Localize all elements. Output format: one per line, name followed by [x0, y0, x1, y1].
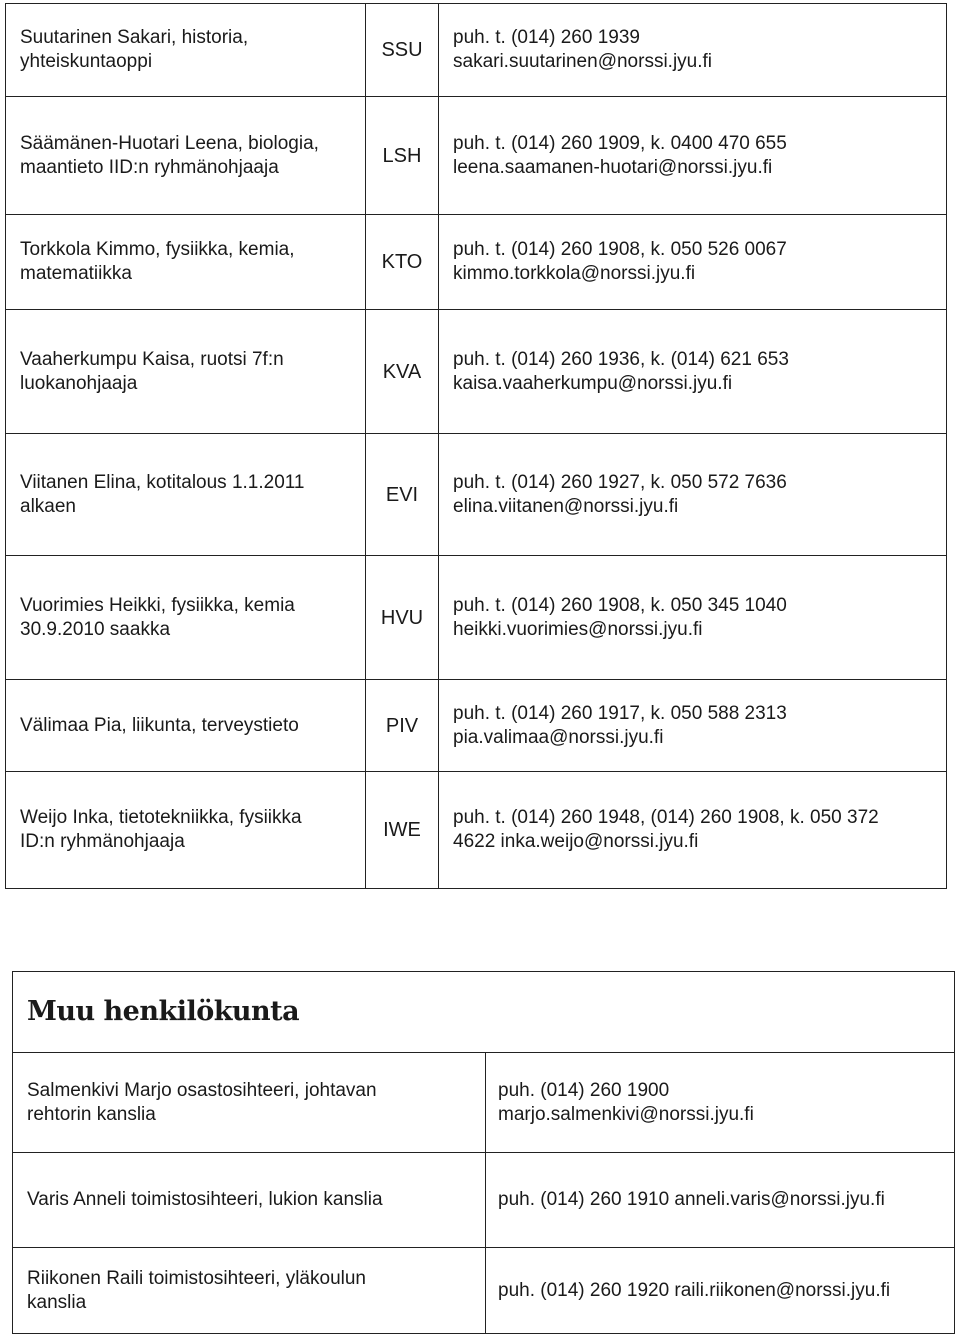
staff-name-line: Viitanen Elina, kotitalous 1.1.2011: [20, 471, 305, 493]
staff-phone: puh. t. (014) 260 1909, k. 0400 470 655: [453, 132, 787, 154]
other-name-line: Varis Anneli toimistosihteeri, lukion kanslia: [27, 1189, 383, 1210]
staff-code: SSU: [366, 4, 439, 97]
staff-email: heikki.vuorimies@norssi.jyu.fi: [453, 618, 703, 640]
staff-phone: puh. t. (014) 260 1939: [453, 27, 640, 48]
staff-phone: puh. t. (014) 260 1948, (014) 260 1908, k. 050 372: [453, 807, 879, 828]
other-contact-cell: [486, 1053, 955, 1153]
table-row: [13, 1053, 955, 1153]
staff-phone: puh. t. (014) 260 1908, k. 050 526 0067: [453, 239, 787, 260]
other-name-line: rehtorin kanslia: [27, 1103, 156, 1125]
staff-email: kimmo.torkkola@norssi.jyu.fi: [453, 263, 696, 284]
other-staff-table: [12, 971, 955, 1334]
other-contact-line: puh. (014) 260 1920 raili.riikonen@norssi.jyu.fi: [498, 1279, 891, 1301]
staff-code: IWE: [366, 772, 439, 889]
staff-name-line: luokanohjaaja: [20, 372, 138, 394]
staff-email: kaisa.vaaherkumpu@norssi.jyu.fi: [453, 372, 733, 394]
staff-code: EVI: [366, 434, 439, 556]
staff-name-line: yhteiskuntaoppi: [20, 51, 153, 72]
staff-code: KTO: [366, 215, 439, 310]
staff-email: sakari.suutarinen@norssi.jyu.fi: [453, 51, 713, 72]
table-row: [13, 1153, 955, 1248]
table-row: [6, 434, 947, 556]
staff-name-line: Säämänen-Huotari Leena, biologia,: [20, 132, 319, 154]
staff-contact-cell: [439, 310, 947, 434]
staff-name-line: maantieto IID:n ryhmänohjaaja: [20, 156, 279, 178]
staff-name-line: Vuorimies Heikki, fysiikka, kemia: [20, 594, 295, 616]
other-name-cell: [13, 1248, 486, 1334]
table-row: [6, 772, 947, 889]
staff-name-line: Vaaherkumpu Kaisa, ruotsi 7f:n: [20, 348, 284, 370]
staff-code: KVA: [366, 310, 439, 434]
other-contact-cell: [486, 1248, 955, 1334]
other-email: marjo.salmenkivi@norssi.jyu.fi: [498, 1103, 754, 1125]
staff-name-cell: [6, 215, 366, 310]
table-row: [13, 1248, 955, 1334]
staff-contact-cell: [439, 556, 947, 680]
other-name-cell: [13, 1053, 486, 1153]
table-row: [6, 97, 947, 215]
staff-contact-cell: [439, 680, 947, 772]
staff-name-cell: [6, 310, 366, 434]
table-row: [6, 556, 947, 680]
staff-email: pia.valimaa@norssi.jyu.fi: [453, 726, 664, 748]
staff-name-cell: [6, 4, 366, 97]
staff-name-line: Suutarinen Sakari, historia,: [20, 27, 249, 48]
table-row: [6, 310, 947, 434]
table-row: [6, 215, 947, 310]
staff-name-line: matematiikka: [20, 263, 132, 284]
staff-name-cell: [6, 556, 366, 680]
table-row: [6, 680, 947, 772]
staff-name-cell: [6, 772, 366, 889]
staff-contact-cell: [439, 4, 947, 97]
staff-table: [5, 3, 947, 889]
other-phone: puh. (014) 260 1900: [498, 1079, 670, 1101]
staff-name-cell: [6, 434, 366, 556]
staff-contact-cell: [439, 772, 947, 889]
section-heading-row: [13, 972, 955, 1053]
staff-email: leena.saamanen-huotari@norssi.jyu.fi: [453, 156, 773, 178]
staff-email: elina.viitanen@norssi.jyu.fi: [453, 495, 679, 517]
other-contact-line: puh. (014) 260 1910 anneli.varis@norssi.jyu.fi: [498, 1189, 885, 1210]
table-row: [6, 4, 947, 97]
staff-phone: puh. t. (014) 260 1917, k. 050 588 2313: [453, 702, 787, 724]
staff-phone: puh. t. (014) 260 1927, k. 050 572 7636: [453, 471, 787, 493]
staff-name-line: Weijo Inka, tietotekniikka, fysiikka: [20, 807, 302, 828]
staff-phone: puh. t. (014) 260 1936, k. (014) 621 653: [453, 348, 789, 370]
staff-code: PIV: [366, 680, 439, 772]
staff-name-line: ID:n ryhmänohjaaja: [20, 831, 185, 852]
staff-name-line: Torkkola Kimmo, fysiikka, kemia,: [20, 239, 295, 260]
staff-code: LSH: [366, 97, 439, 215]
staff-name-line: Välimaa Pia, liikunta, terveystieto: [20, 714, 299, 736]
staff-contact-cell: [439, 434, 947, 556]
staff-name-cell: [6, 97, 366, 215]
other-contact-cell: [486, 1153, 955, 1248]
staff-email: 4622 inka.weijo@norssi.jyu.fi: [453, 831, 699, 852]
other-name-line: Salmenkivi Marjo osastosihteeri, johtavan: [27, 1079, 377, 1101]
staff-contact-cell: [439, 215, 947, 310]
staff-name-line: 30.9.2010 saakka: [20, 618, 171, 640]
section-heading: Muu henkilökunta: [13, 972, 955, 1053]
other-name-line: kanslia: [27, 1291, 87, 1313]
other-name-line: Riikonen Raili toimistosihteeri, yläkoulun: [27, 1267, 366, 1289]
staff-code: HVU: [366, 556, 439, 680]
staff-contact-cell: [439, 97, 947, 215]
staff-phone: puh. t. (014) 260 1908, k. 050 345 1040: [453, 594, 787, 616]
other-name-cell: [13, 1153, 486, 1248]
staff-name-cell: [6, 680, 366, 772]
staff-name-line: alkaen: [20, 495, 76, 517]
